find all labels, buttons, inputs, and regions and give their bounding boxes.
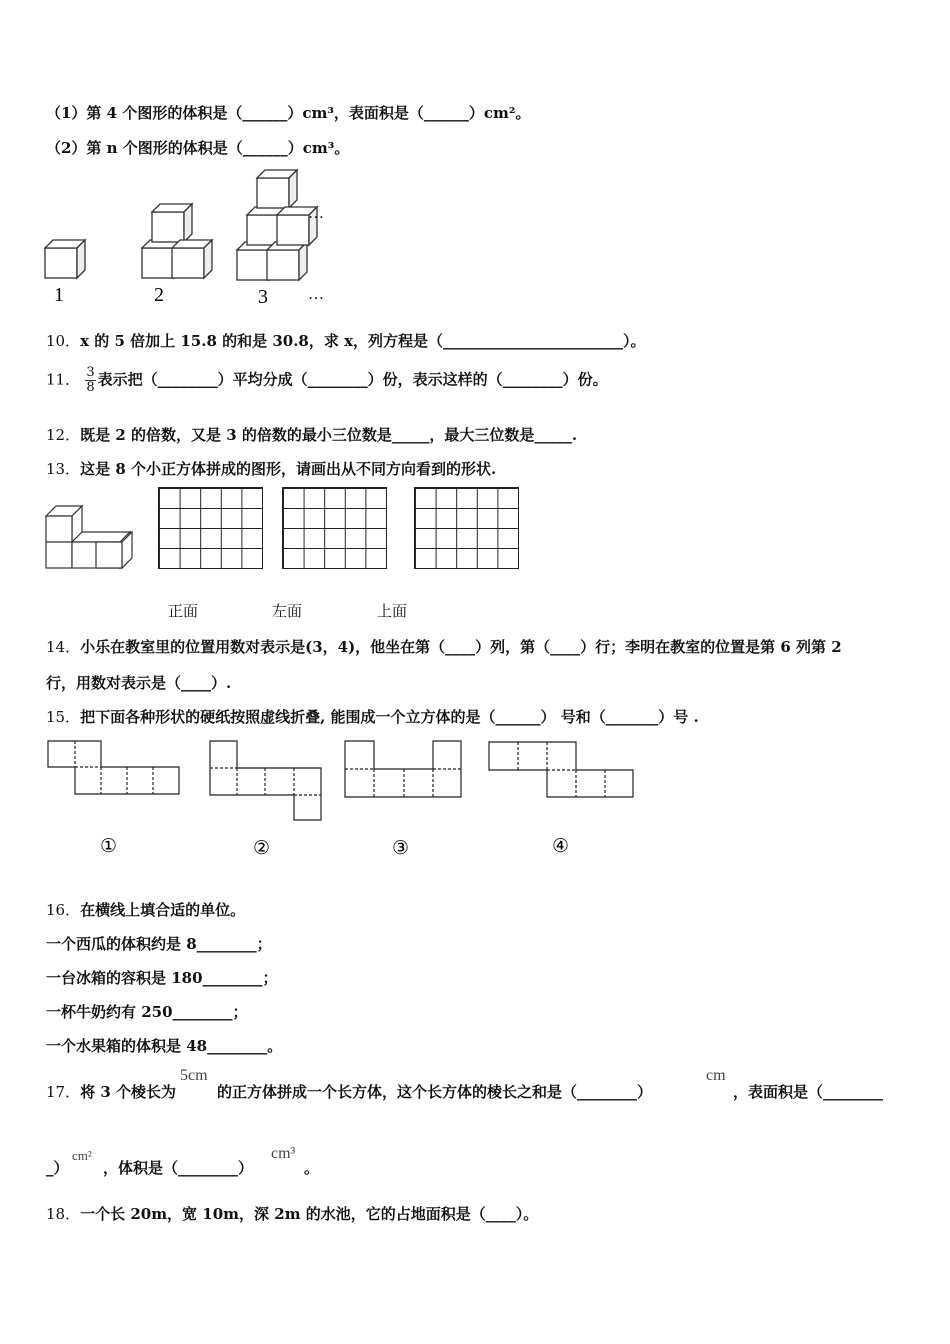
net-label-3: ③ <box>392 837 410 859</box>
figure-label-1: 1 <box>54 284 64 306</box>
unit-5cm: 5cm <box>180 1067 208 1084</box>
cube-stack-figure <box>40 165 340 310</box>
q17-part2: 的正方体拼成一个长方体，这个长方体的棱长之和是（________） <box>217 1083 653 1101</box>
q17-part6: 。 <box>304 1159 320 1177</box>
q16: 16．在横线上填合适的单位。 <box>46 901 246 919</box>
q11: 11． $\frac{3}{8}$ 表示把（________）平均分成（________）份，表示这样的（________）份。 <box>46 365 608 395</box>
unit-cm3: cm³ <box>271 1145 296 1162</box>
fraction-3-8: $\frac{3}{8}$ <box>86 365 95 395</box>
q16-item-2: 一台冰箱的容积是 180________； <box>46 969 278 987</box>
label-front: 正面 <box>168 602 199 620</box>
net-label-1: ① <box>100 835 118 857</box>
q17-part5: ，体积是（________） <box>103 1159 254 1177</box>
eight-cubes-figure <box>44 498 154 573</box>
ellipsis-bottom: … <box>308 286 324 303</box>
unit-cm2: cm² <box>72 1148 92 1163</box>
q13: 13．这是 8 个小正方体拼成的图形，请画出从不同方向看到的形状. <box>46 460 497 478</box>
q17-part4: _） <box>46 1159 69 1177</box>
q12: 12．既是 2 的倍数，又是 3 的倍数的最小三位数是_____，最大三位数是_____. <box>46 426 578 444</box>
cube-nets-figure <box>44 738 644 863</box>
q17-part3: ，表面积是（________ <box>733 1083 884 1101</box>
unit-cm: cm <box>706 1067 726 1084</box>
figure-label-3: 3 <box>258 286 268 308</box>
view-grid-top[interactable] <box>414 487 519 569</box>
net-label-4: ④ <box>552 835 570 857</box>
q16-item-1: 一个西瓜的体积约是 8________； <box>46 935 272 953</box>
figure-label-2: 2 <box>154 284 164 306</box>
ellipsis-top: … <box>308 205 324 222</box>
q16-item-3: 一杯牛奶约有 250________； <box>46 1003 248 1021</box>
view-grid-left[interactable] <box>282 487 387 569</box>
q16-item-4: 一个水果箱的体积是 48________。 <box>46 1037 283 1055</box>
label-top: 上面 <box>377 602 408 620</box>
q17-part1: 17．将 3 个棱长为 <box>46 1083 176 1101</box>
q10: 10．x 的 5 倍加上 15.8 的和是 30.8，求 x，列方程是（________________________）。 <box>46 332 646 350</box>
q14-line2: 行，用数对表示是（____）. <box>46 674 232 692</box>
label-left: 左面 <box>272 602 303 620</box>
q15: 15．把下面各种形状的硬纸按照虚线折叠, 能围成一个立方体的是（______） 号和（_______）号 . <box>46 708 699 726</box>
q9-part1: （1）第 4 个图形的体积是（______）cm³，表面积是（______）cm²。 <box>46 104 531 122</box>
view-grid-front[interactable] <box>158 487 263 569</box>
q18: 18．一个长 20m，宽 10m，深 2m 的水池，它的占地面积是（____）。 <box>46 1205 539 1223</box>
q9-part2: （2）第 n 个图形的体积是（______）cm³。 <box>46 139 350 157</box>
net-label-2: ② <box>253 837 271 859</box>
q14-line1: 14．小乐在教室里的位置用数对表示是(3，4)，他坐在第（____）列，第（____）行；李明在教室的位置是第 6 列第 2 <box>46 638 842 656</box>
